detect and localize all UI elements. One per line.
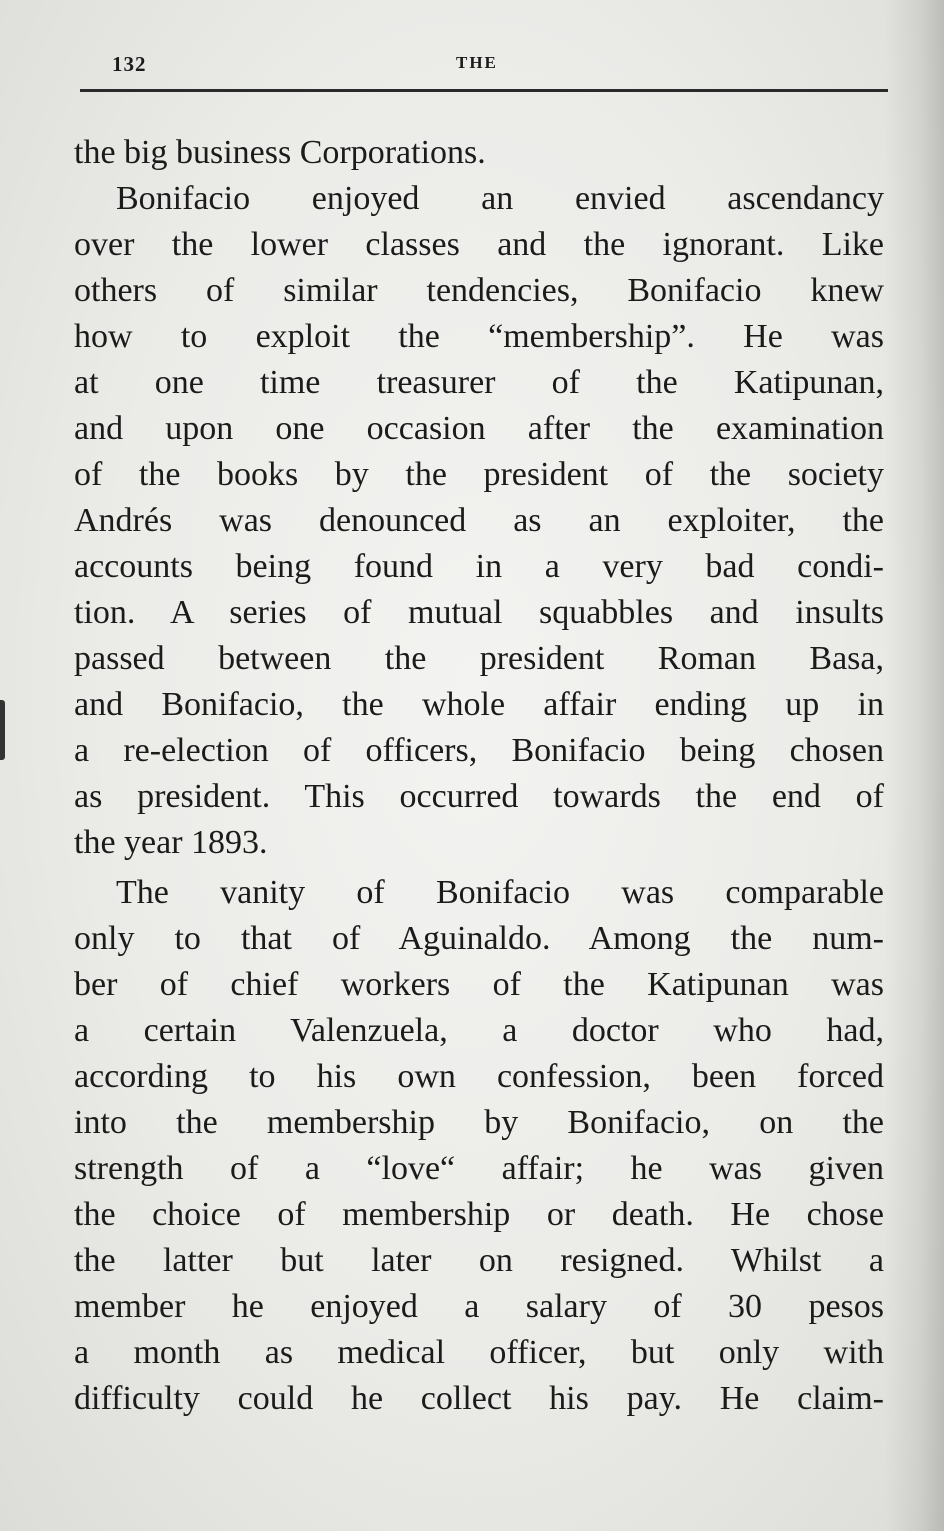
text-line: the latter but later on resigned. Whilst a	[74, 1242, 884, 1279]
text-line: member he enjoyed a salary of 30 pesos	[74, 1288, 884, 1325]
text-line: only to that of Aguinaldo. Among the num-	[74, 920, 884, 957]
text-line: at one time treasurer of the Katipunan,	[74, 364, 884, 401]
text-line: Bonifacio enjoyed an envied ascendancy	[116, 180, 884, 217]
page-number: 132	[112, 52, 147, 76]
text-line: a re-election of officers, Bonifacio being chosen	[74, 732, 884, 769]
text-line: accounts being found in a very bad condi-	[74, 548, 884, 585]
text-line: the choice of membership or death. He chose	[74, 1196, 884, 1233]
text-line: ber of chief workers of the Katipunan was	[74, 966, 884, 1003]
text-line: and Bonifacio, the whole affair ending up in	[74, 686, 884, 723]
header-rule	[80, 89, 888, 92]
text-line: how to exploit the “membership”. He was	[74, 318, 884, 355]
text-line: The vanity of Bonifacio was comparable	[116, 874, 884, 911]
text-line: into the membership by Bonifacio, on the	[74, 1104, 884, 1141]
text-line: difficulty could he collect his pay. He claim-	[74, 1380, 884, 1417]
text-line: as president. This occurred towards the end of	[74, 778, 884, 815]
text-line: over the lower classes and the ignorant. Like	[74, 226, 884, 263]
text-line: of the books by the president of the society	[74, 456, 884, 493]
text-line: and upon one occasion after the examination	[74, 410, 884, 447]
text-line: a certain Valenzuela, a doctor who had,	[74, 1012, 884, 1049]
text-line: others of similar tendencies, Bonifacio knew	[74, 272, 884, 309]
binding-mark	[0, 700, 5, 760]
text-line: the big business Corporations.	[74, 134, 486, 171]
text-line: tion. A series of mutual squabbles and insults	[74, 594, 884, 631]
text-line: strength of a “love“ affair; he was given	[74, 1150, 884, 1187]
text-line: Andrés was denounced as an exploiter, the	[74, 502, 884, 539]
text-line: passed between the president Roman Basa,	[74, 640, 884, 677]
text-line: according to his own confession, been forced	[74, 1058, 884, 1095]
text-line: a month as medical officer, but only with	[74, 1334, 884, 1371]
running-head: THE	[456, 53, 498, 72]
text-line: the year 1893.	[74, 824, 268, 861]
page-edge-shadow	[884, 0, 944, 1531]
